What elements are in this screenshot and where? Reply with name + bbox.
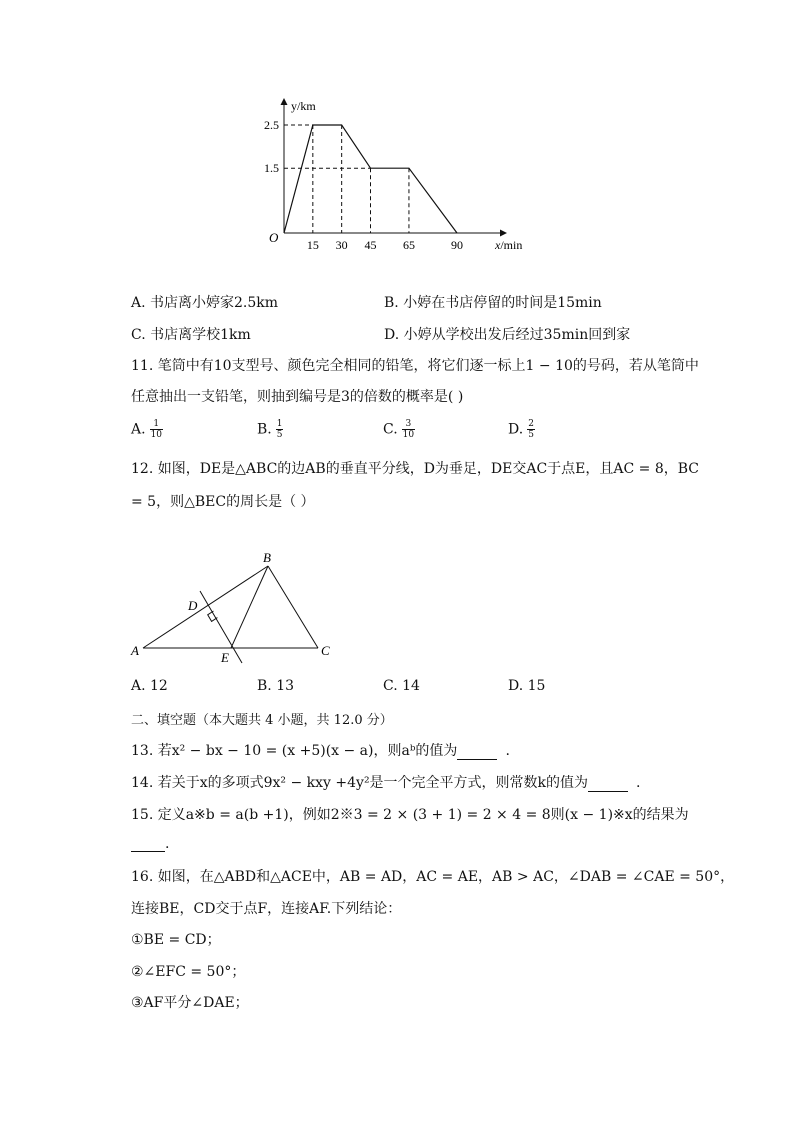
q11-option-a: A. $\frac{1}{10}$ bbox=[131, 419, 163, 440]
q16-line2: 连接BE，CD交于点F，连接AF.下列结论： bbox=[131, 901, 402, 917]
q14-end: . bbox=[636, 775, 641, 791]
label-c: C bbox=[321, 643, 330, 658]
q14 bbox=[131, 772, 641, 792]
distance-time-graph bbox=[255, 90, 545, 260]
q10-option-a: A. 书店离小婷家2.5km bbox=[131, 295, 279, 311]
label-b: B bbox=[263, 550, 271, 565]
q11-option-b: B. $\frac{1}{5}$ bbox=[257, 419, 283, 440]
x-tick-label: 65 bbox=[402, 238, 415, 252]
q16-item-3: ③AF平分∠DAE； bbox=[131, 995, 249, 1011]
q12-line2: = 5，则△BEC的周长是（ ） bbox=[131, 494, 315, 510]
q16-item-1: ①BE = CD； bbox=[131, 932, 221, 948]
y-tick-label: 1.5 bbox=[264, 161, 279, 176]
q10-option-d: D. 小婷从学校出发后经过35min回到家 bbox=[384, 327, 631, 343]
q11-option-c: C. $\frac{3}{10}$ bbox=[383, 419, 415, 440]
x-axis-arrow bbox=[500, 230, 507, 237]
q14-text: 14. 若关于x的多项式9x² − kxy +4y²是一个完全平方式，则常数k的值为 bbox=[131, 775, 589, 791]
label-d: D bbox=[188, 598, 198, 613]
y-axis-arrow bbox=[281, 98, 288, 105]
q15-line1: 15. 定义a※b = a(b +1)，例如2※3 = 2 × (3 + 1) = 2 × 4 = 8则(x − 1)※x的结果为 bbox=[131, 807, 689, 823]
q15-end: . bbox=[165, 836, 170, 852]
q11-option-d: D. $\frac{2}{5}$ bbox=[508, 419, 534, 440]
q16-line1: 16. 如图，在△ABD和△ACE中，AB = AD，AC = AE，AB > AC，∠DAB = ∠CAE = 50°， bbox=[131, 869, 735, 885]
q14-blank[interactable] bbox=[588, 777, 628, 792]
q13-end: . bbox=[505, 743, 510, 759]
q12-option-a: A. 12 bbox=[131, 678, 168, 694]
q11-line2: 任意抽出一支铅笔，则抽到编号是3的倍数的概率是( ) bbox=[131, 389, 464, 405]
q13-blank[interactable] bbox=[457, 745, 497, 760]
q12-option-b: B. 13 bbox=[257, 678, 295, 694]
triangle-figure bbox=[125, 548, 340, 673]
q10-option-b: B. 小婷在书店停留的时间是15min bbox=[384, 295, 602, 311]
q12-option-d: D. 15 bbox=[508, 678, 546, 694]
y-axis-label: y/km bbox=[291, 99, 316, 113]
section-heading: 二、填空题（本大题共 4 小题，共 12.0 分） bbox=[131, 713, 393, 728]
q15-blank[interactable] bbox=[131, 837, 165, 852]
x-tick-label: 15 bbox=[306, 238, 319, 252]
q11-line1: 11. 笔筒中有10支型号、颜色完全相同的铅笔，将它们逐一标上1 − 10的号码，若从笔筒中 bbox=[131, 358, 699, 374]
q13-text: 13. 若x² − bx − 10 = (x +5)(x − a)，则aᵇ的值为 bbox=[131, 743, 458, 759]
q12-option-c: C. 14 bbox=[383, 678, 420, 694]
label-a: A bbox=[131, 643, 139, 658]
x-axis-label: x/min bbox=[495, 238, 523, 252]
segment-bc bbox=[268, 566, 318, 648]
y-tick-label: 2.5 bbox=[264, 118, 279, 132]
q16-item-2: ②∠EFC = 50°； bbox=[131, 964, 246, 980]
q12-line1: 12. 如图，DE是△ABC的边AB的垂直平分线，D为垂足，DE交AC于点E，且AC = 8，BC bbox=[131, 461, 700, 477]
x-tick-label: 90 bbox=[451, 238, 463, 252]
x-tick-label: 30 bbox=[335, 238, 348, 252]
x-tick-label: 45 bbox=[364, 238, 377, 252]
label-e: E bbox=[221, 650, 229, 665]
q15-line2 bbox=[131, 836, 169, 852]
q10-option-c: C. 书店离学校1km bbox=[131, 327, 251, 343]
origin-label: O bbox=[269, 230, 279, 245]
q13 bbox=[131, 740, 510, 760]
